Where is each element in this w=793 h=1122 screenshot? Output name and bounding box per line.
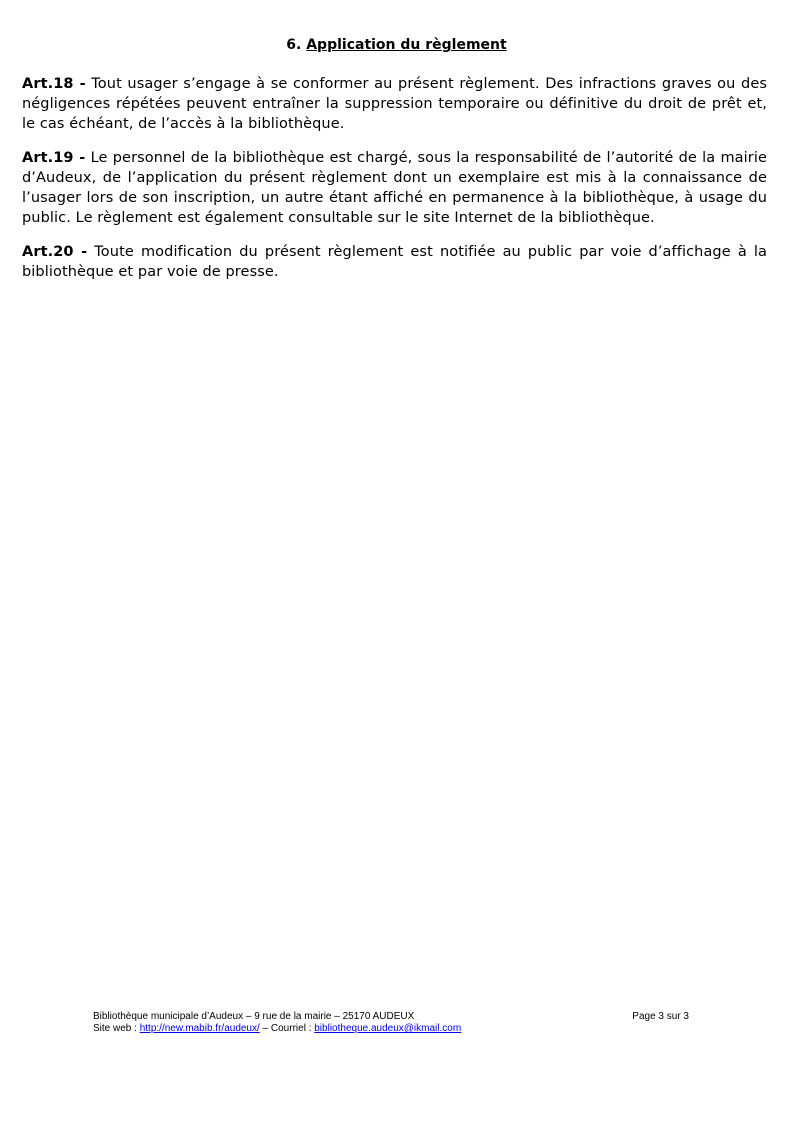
article-label: Art.20 -	[22, 244, 88, 260]
footer-address: Bibliothèque municipale d’Audeux – 9 rue de la mairie – 25170 AUDEUX	[93, 1011, 415, 1022]
footer-contact-line	[93, 1023, 693, 1035]
section-title: Application du règlement	[306, 37, 507, 53]
page-number: Page 3 sur 3	[632, 1011, 689, 1022]
article-label: Art.18 -	[22, 76, 86, 92]
article-text: Tout usager s’engage à se conformer au présent règlement. Des infractions graves ou des négligences répétées peuvent entraîner la suppression temporaire ou définitive du droit de prêt et, le cas échéant, de l’accès à la bibliothèque.	[22, 76, 767, 132]
article-text: Toute modification du présent règlement est notifiée au public par voie d’affichage à la bibliothèque et par voie de presse.	[22, 244, 768, 280]
page-footer	[93, 1011, 693, 1035]
website-label: Site web :	[93, 1023, 140, 1034]
article-label: Art.19 -	[22, 150, 86, 166]
section-number: 6.	[286, 37, 302, 53]
article-text: Le personnel de la bibliothèque est chargé, sous la responsabilité de l’autorité de la mairie d’Audeux, de l’application du présent règlement dont un exemplaire est mis à la connaissance de l’usager lors de son inscription, un autre étant affiché en permanence à la bibliothèque, à usage du public. Le règlement est également consultable sur le site Internet de la bibliothèque.	[22, 150, 768, 226]
email-link[interactable]: bibliotheque.audeux@ikmail.com	[314, 1023, 462, 1034]
section-heading	[0, 36, 793, 54]
website-link[interactable]: http://new.mabib.fr/audeux/	[139, 1023, 260, 1034]
footer-address-line	[93, 1011, 693, 1023]
article-20	[22, 242, 767, 282]
article-19	[22, 148, 767, 228]
email-label: – Courriel :	[259, 1023, 315, 1034]
article-18	[22, 74, 767, 134]
